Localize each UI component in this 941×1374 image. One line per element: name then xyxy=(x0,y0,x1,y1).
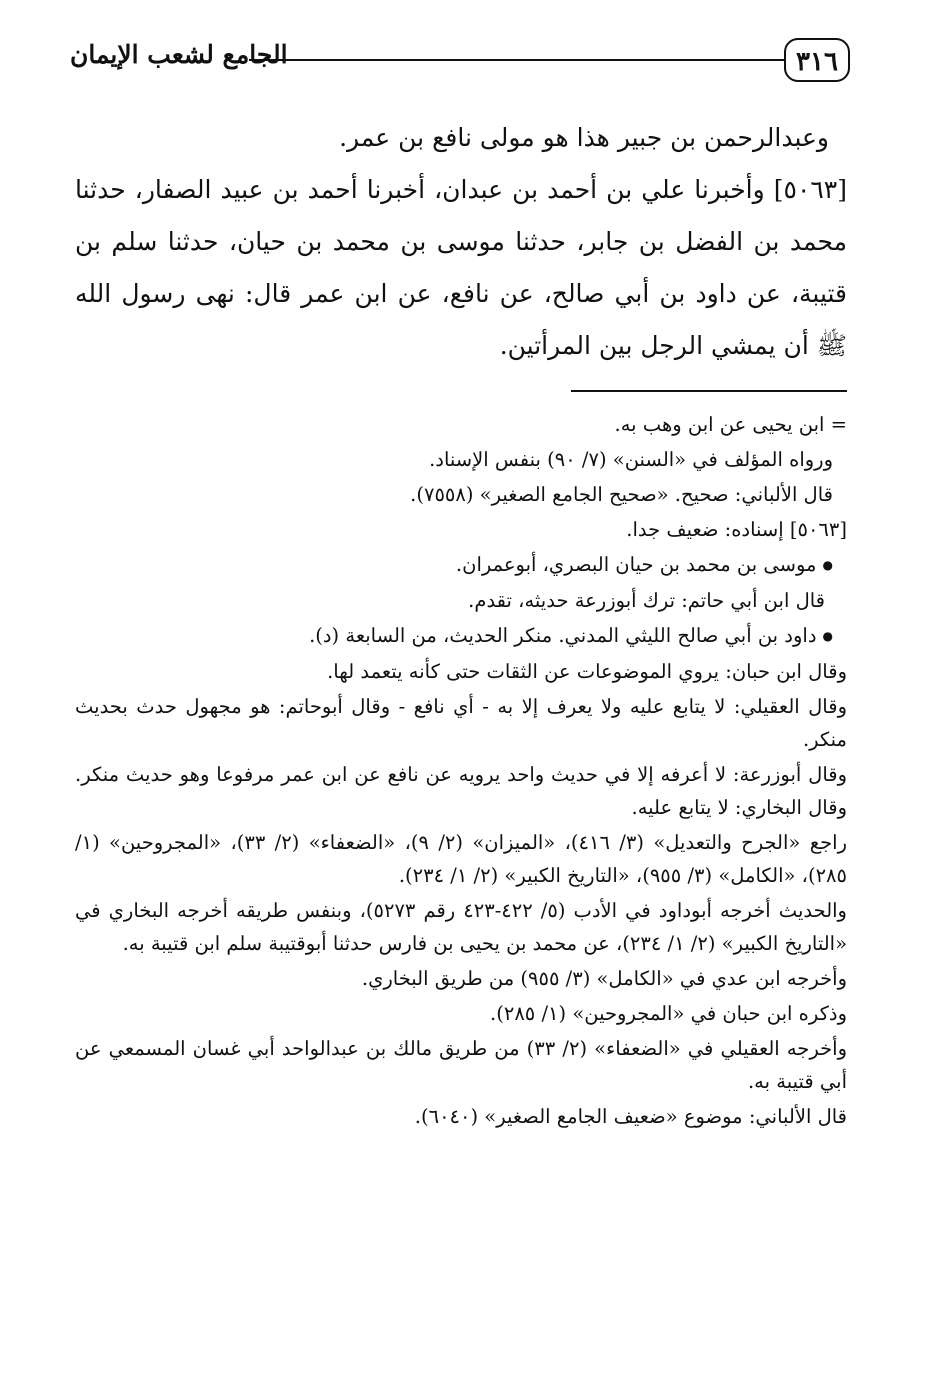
footnote-line: وأخرجه العقيلي في «الضعفاء» (٢/ ٣٣) من طريق مالك بن عبدالواحد أبي غسان المسمعي عن أبي قتيبة به. xyxy=(75,1037,847,1093)
footnote-line: وذكره ابن حبان في «المجروحين» (١/ ٢٨٥). xyxy=(490,1002,847,1025)
page-number: ٣١٦ xyxy=(784,38,850,82)
lead-paragraph: وعبدالرحمن بن جبير هذا هو مولى نافع بن عمر. xyxy=(339,123,829,152)
footnote-line: ورواه المؤلف في «السنن» (٧/ ٩٠) بنفس الإسناد. xyxy=(429,448,833,471)
footnote-line: راجع «الجرح والتعديل» (٣/ ٤١٦)، «الميزان» (٢/ ٩)، «الضعفاء» (٢/ ٣٣)، «المجروحين» (١/ ٢٨٥)، «الكامل» (٣/ ٩٥٥)، «التاريخ الكبير» (٢/ ١/ ٢٣٤). xyxy=(75,831,847,887)
footnote-line: والحديث أخرجه أبوداود في الأدب (٥/ ٤٢٢-٤٢٣ رقم ٥٢٧٣)، وبنفس طريقه أخرجه البخاري في «التاريخ الكبير» (٢/ ١/ ٢٣٤)، عن محمد بن يحيى بن فارس حدثنا أبوقتيبة سلم ابن قتيبة به. xyxy=(75,899,847,955)
hadith-paragraph: [٥٠٦٣] وأخبرنا علي بن أحمد بن عبدان، أخبرنا أحمد بن عبيد الصفار، حدثنا محمد بن الفضل بن جابر، حدثنا موسى بن محمد بن حيان، حدثنا سلم بن قتيبة، عن داود بن أبي صالح، عن نافع، عن ابن عمر قال: نهى رسول الله ﷺ أن يمشي الرجل بين المرأتين. xyxy=(75,175,847,360)
footnote-line: وقال العقيلي: لا يتابع عليه ولا يعرف إلا به - أي نافع - وقال أبوحاتم: هو مجهول حدث بحديث منكر. xyxy=(75,695,847,751)
footnote-line: قال ابن أبي حاتم: ترك أبوزرعة حديثه، تقدم. xyxy=(468,589,825,612)
page-header xyxy=(70,38,850,90)
footnote-line: قال الألباني: صحيح. «صحيح الجامع الصغير» (٧٥٥٨). xyxy=(410,483,833,506)
footnote-line: = ابن يحيى عن ابن وهب به. xyxy=(614,413,847,436)
footnote-line: قال الألباني: موضوع «ضعيف الجامع الصغير» (٦٠٤٠). xyxy=(414,1105,847,1128)
footnote-line: وأخرجه ابن عدي في «الكامل» (٣/ ٩٥٥) من طريق البخاري. xyxy=(361,967,847,990)
bullet-icon xyxy=(817,624,833,647)
header-rule xyxy=(249,59,784,61)
footnotes xyxy=(75,408,847,1135)
footnote-line: موسى بن محمد بن حيان البصري، أبوعمران. xyxy=(455,553,817,576)
footnote-line: داود بن أبي صالح الليثي المدني. منكر الحديث، من السابعة (د). xyxy=(309,624,817,647)
footnote-line: وقال أبوزرعة: لا أعرفه إلا في حديث واحد يرويه عن نافع عن ابن عمر مرفوعا وهو حديث منكر. وقال البخاري: لا يتابع عليه. xyxy=(75,763,847,819)
bullet-icon xyxy=(817,553,833,576)
book-title: الجامع لشعب الإيمان xyxy=(70,40,288,69)
footnote-line: [٥٠٦٣] إسناده: ضعيف جدا. xyxy=(626,518,847,541)
main-text xyxy=(75,112,847,372)
footnote-line: وقال ابن حبان: يروي الموضوعات عن الثقات حتى كأنه يتعمد لها. xyxy=(327,660,847,683)
footnote-separator xyxy=(571,390,847,392)
